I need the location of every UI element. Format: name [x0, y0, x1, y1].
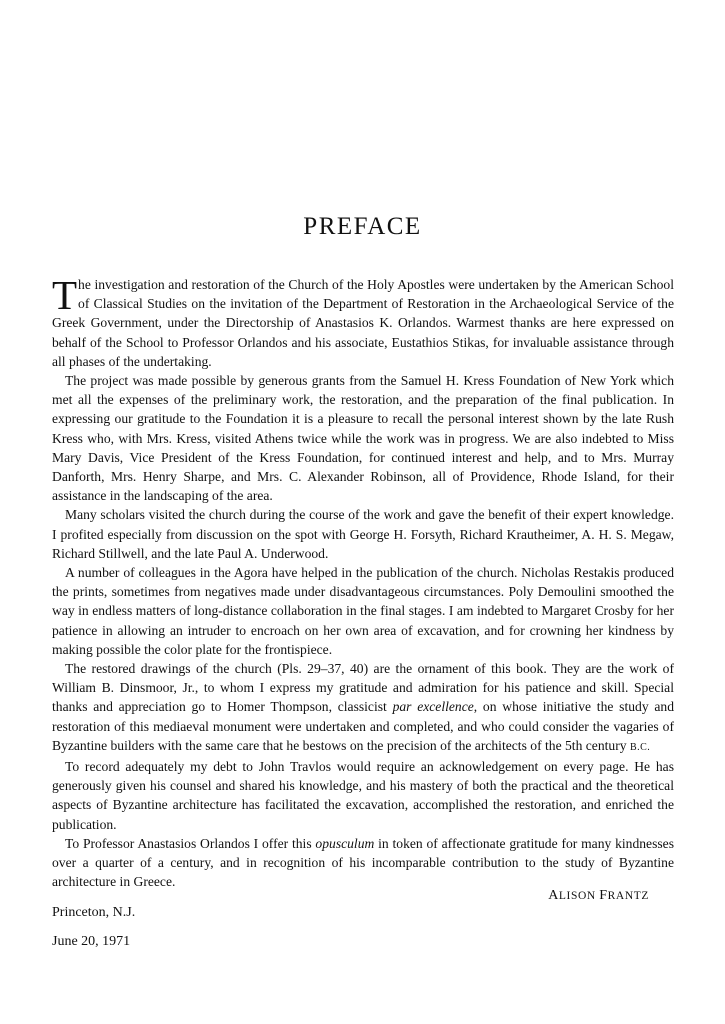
paragraph-5-era: B.C. — [629, 741, 651, 753]
paragraph-5-emphasis: par excellence — [392, 699, 474, 715]
paragraph-3: Many scholars visited the church during the course of the work and gave the benefit of their expert knowledge. I profited especially from discussion on the spot with George H. Forsyth, Richard Krautheimer, A. H. S. Megaw, Richard Stillwell, and the late Paul A. Underwood. — [52, 507, 674, 561]
date-line: June 20, 1971 — [52, 934, 131, 949]
page-title: PREFACE — [303, 213, 422, 240]
paragraph-4: A number of colleagues in the Agora have helped in the publication of the church. Nicholas Restakis produced the prints, sometimes from negatives made under disadvantageous circumstances. Poly Demoulini smoothed the way in endless matters of long-distance collaboration in the final stages. I am indebted to Margaret Crosby for her patience in allowing an intruder to encroach on her own area of excavation, and for crowning her kindness by making possible the color plate for the frontispiece. — [52, 565, 674, 657]
paragraph-5-text-b: , on whose initiative the study and restoration of this mediaeval monument were undertaken and completed, and who could consider the vagaries of Byzantine builders with the same care that he bestows on the precision of the architects of the 5th century — [52, 699, 674, 753]
paragraph-7-emphasis: opusculum — [315, 835, 375, 851]
preface-body — [52, 272, 674, 892]
paragraph-7 — [52, 834, 674, 892]
drop-cap: T — [52, 272, 78, 318]
author-signature: ALISON FRANTZ — [548, 888, 649, 903]
paragraph-7-text-a: To Professor Anastasios Orlandos I offer this — [65, 835, 316, 851]
place-line: Princeton, N.J. — [52, 905, 136, 920]
paragraph-7-text-b: in token of affectionate gratitude for many kindnesses over a quarter of a century, and in recognition of his incomparable contribution to the study of Byzantine architecture in Greece. — [52, 835, 674, 890]
paragraph-1-text: he investigation and restoration of the Church of the Holy Apostles were undertaken by the American School of Classical Studies on the invitation of the Department of Restoration in the Archaeological Service of the Greek Government, under the Directorship of Anastasios K. Orlandos. Warmest thanks are here expressed on behalf of the School to Professor Orlandos and his associate, Eustathios Stikas, for invaluable assistance through all phases of the undertaking. — [52, 277, 674, 369]
paragraph-2: The project was made possible by generous grants from the Samuel H. Kress Foundation of New York which met all the expenses of the preliminary work, the restoration, and the preparation of the final publication. In expressing our gratitude to the Foundation it is a pleasure to recall the personal interest shown by the late Rush Kress who, with Mrs. Kress, visited Athens twice while the work was in progress. We are also indebted to Miss Mary Davis, Vice President of the Kress Foundation, for continued interest and help, and to Mrs. Murray Danforth, Mrs. Henry Sharpe, and Mrs. C. Alexander Robinson, all of Providence, Rhode Island, for their assistance in the landscaping of the area. — [52, 373, 674, 504]
paragraph-1 — [52, 272, 674, 371]
paragraph-5 — [52, 659, 674, 757]
paragraph-6: To record adequately my debt to John Travlos would require an acknowledgement on every page. He has generously given his counsel and shared his knowledge, and his mastery of both the practical and the theoretical aspects of Byzantine architecture has facilitated the excavation, accomplished the restoration, and enriched the publication. — [52, 759, 674, 832]
paragraph-5-text-a: The restored drawings of the church (Pls. 29–37, 40) are the ornament of this book. They are the work of William B. Dinsmoor, Jr., to whom I express my gratitude and admiration for his patience and skill. Special thanks and appreciation go to Homer Thompson, classicist — [52, 661, 674, 715]
